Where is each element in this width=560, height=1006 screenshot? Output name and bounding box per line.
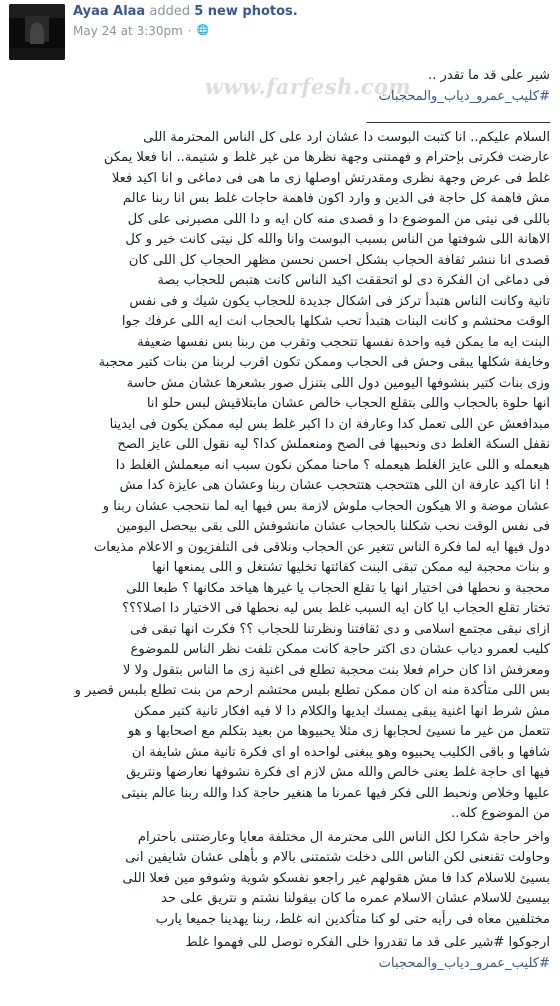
author-name-link[interactable]: Ayaa Alaa: [73, 4, 146, 19]
post-line: انها حلوة بالحجاب واللى بتقلع الحجاب خالص عشان مابتلاقيش لبس حلو انا: [146, 396, 550, 411]
site-watermark: www.farfesh.com: [204, 74, 412, 99]
post-line: ومعرفش اذا كان حرام فعلا بنت محجبة تطلع فى اغنية زى ما الناس بتقول ولا لا: [122, 662, 550, 678]
globe-icon[interactable]: 🌐: [196, 25, 210, 36]
post-action-text: added: [149, 4, 191, 19]
post-meta: [73, 4, 298, 39]
post-line: هيعمله و اللى عايز الغلط هيعمله ؟ ماحنا ممكن نكون سبب انه ميعملش الغلط دا: [115, 457, 550, 473]
post-paragraph: [10, 128, 550, 824]
post-line: دول فيها ايه لما فكرة الناس تتغير عن الحجاب ونلاقى فى التلفزيون و الاعلام مذيعات: [93, 539, 550, 555]
avatar[interactable]: [9, 4, 65, 60]
hashtag-link[interactable]: #كليب_عمرو_دياب_والمحجبات: [378, 88, 550, 104]
post-intro-line: شير على قد ما تقدر ..: [428, 68, 550, 83]
post-line: وحاولت تقنعنى لكن الناس اللى دخلت شتمتنى بالام و بأهلى عشان شايفين انى: [125, 850, 550, 865]
post-line: واخر حاجة شكرا لكل الناس اللى محترمة ال مختلفة معايا وعارضتنى باحترام: [137, 829, 550, 845]
post-line: وزى بنات كتير بنشوفها اليومين دول اللى بتنزل صور بشعرها عشان مش حاسة: [126, 375, 550, 391]
post-line: ! انا اكيد عارفة ان اللى هتتحجب هتتحجب عشان ربنا وعشان هى عايزة كدا مش: [119, 478, 550, 493]
post-line: تانية وكانت الناس هتبدأ تركز فى اشكال جديدة للحجاب يكون شيك و فى نفس: [129, 293, 550, 309]
post-divider: ____________________________: [366, 109, 550, 124]
post-line: عارضت فكرتى بإحترام و فهمتنى وجهة نظرها من غير غلط و شتيمة.. انا فعلا يمكن: [103, 150, 550, 165]
post-body: [10, 66, 550, 974]
post-footer: [10, 933, 550, 973]
post-line: الوقت محتشم و كانت البنات هتبدأ تحب شكلها بالحجاب انت ايه اللى عرفك جوا: [121, 314, 550, 329]
post-closing-paragraph: [10, 828, 550, 930]
post-line: تتعمل من غير ما نسيئ لحجابها زى مثلا يحبيوها من بعيد بتكلم مع اصحابها و هو: [127, 724, 550, 739]
post-line: بس اللى متأكدة منه ان كان ممكن تطلع بلبس محتشم ارحم من بنت تطلع بلبس قصير و: [74, 683, 550, 698]
post-line: فى نفس الوقت نحب شكلنا بالحجاب عشان مانشوفش اللى بقى بيحصل اليومين: [116, 519, 550, 534]
post-timestamp-link[interactable]: May 24 at 3:30pm: [73, 24, 183, 38]
post-line: محجبة و نحطها فى اختيار انها يا تقلع الحجاب يا غيرها هياخد مكانها ؟ طبعا اللى: [126, 580, 550, 596]
post-line: عليها وخلاص ونحبط اللى فكر فيها عمرنا ما هنغير حاجة كدا والله ربنا عالم بنيتى: [121, 785, 550, 801]
post-line: عشان موضة و الا هيكون الحجاب ملوش لازمة بس فيها ايه لما نتحجب عشان ربنا و: [102, 498, 550, 514]
post-line: كليب لعمرو دياب عشان دى اكتر حاجة كانت ممكن تلفت نظر الناس للموضوع: [130, 642, 550, 657]
post-line: مختلفين معاه فى رأيه حتى لو كنا متأكدين انه غلط، ربنا يهدينا جميعا يارب: [155, 911, 550, 927]
post-line: شافها و باقى الكليب يحبيوه وهو يبغنى لواحده او اى فكرة تانية مش شايفة ان: [131, 744, 550, 760]
photo-count-link[interactable]: 5 new photos.: [194, 4, 298, 19]
post-line: مش شرط انها اغنية يبقى يمسك ايديها والكلام دا لا فيه افكار تانية كتير ممكن: [134, 703, 550, 719]
post-line: مش فاهمة كل حاجة فى الدين و وارد اكون فاهمة حاجات غلط بس انا ربنا عالم: [122, 191, 550, 206]
post-line: ازاى نبقى مجتمع اسلامى و دى ثقافتنا ونظرتنا للحجاب ؟؟ فكرت انها تبقى فى: [130, 621, 550, 637]
post-line: غلط فى عرض وجهة نظرى ومقدرتش اوصلها زى ما هى فى دماغى و انا اكيد فعلا: [111, 170, 550, 186]
post-title-line: [73, 4, 298, 20]
post-line: البنت ايه ما يمكن فيه واحدة نفسها تتحجب وتقرب من ربنا بس نفسها ضعيفة: [137, 334, 550, 350]
post-line: السلام عليكم.. انا كتبت البوست دا عشان ارد على كل الناس المحترمة اللى: [143, 129, 550, 145]
post-line: و بنات محجبة ليه ممكن تبقى البنت كفائتها تخليها تشتغل و اللى يمنعها انها: [152, 560, 550, 575]
post-line: من الموضوع كله..: [451, 806, 550, 821]
post-line: تختار تقلع الحجاب ايا كان ايه السبب غلط بس ليه نحطها فى الاختيار دا اصلا؟؟؟: [122, 601, 550, 616]
profile-photo-icon: [9, 4, 65, 60]
post-footer-line: ارجوكوا #شير على قد ما تقدروا خلى الفكره توصل للى فهموا غلط: [185, 935, 550, 950]
post-timestamp-line: [73, 23, 298, 39]
post-line: بيسيئ للاسلام عشان الاسلام عمره ما كان بيقولنا نشتم و نتريق على حد: [161, 891, 550, 906]
post-line: نقفل السكة الغلط دى ونحببها فى الصح ومنعملش كدا؟ ليه نقول اللى عايز الصح: [117, 437, 550, 452]
post-line: فى دماغى ان الفكرة دى لو اتحققت اكيد الناس كانت هتبص للحجاب بصة: [157, 273, 550, 288]
post-line: مبدافعش عن اللى تعمل كدا وعارفة ان دا اكبر غلط بس ليه ممكن يكون فى ايدينا: [109, 416, 550, 432]
meta-separator: ·: [187, 24, 192, 38]
hashtag-link[interactable]: #كليب_عمرو_دياب_والمحجبات: [378, 955, 550, 971]
post-line: باللى فى نيتى من الموضوع دا و قصدى منه كان ايه و دا اللى مصبرنى على كل: [127, 211, 550, 227]
post-line: قصدى انا ننشر ثقافة الحجاب بشكل احسن نحسن مظهر الحجاب كل اللى كان: [128, 252, 550, 268]
post-header: [0, 0, 560, 66]
post-line: الاهانة اللى شوفتها من الناس بسبب البوست وانا والله كل نيتى كانت خير و كل: [125, 232, 550, 247]
post-line: بسيئ للاسلام كدا فا مش هقولهم غير راجعو نفسكو شوية وشوفو مين فعلا اللى: [122, 870, 550, 886]
post-line: فيها اى حاجة غلط يعنى خالص والله مش لازم اى فكرة نشوفها نعارضها ونتريق: [126, 765, 550, 780]
post-line: وخايفة شكلها يبقى وحش فى الحجاب وممكن تكون اقرب لربنا من بنات كتير محجبة: [98, 355, 550, 370]
